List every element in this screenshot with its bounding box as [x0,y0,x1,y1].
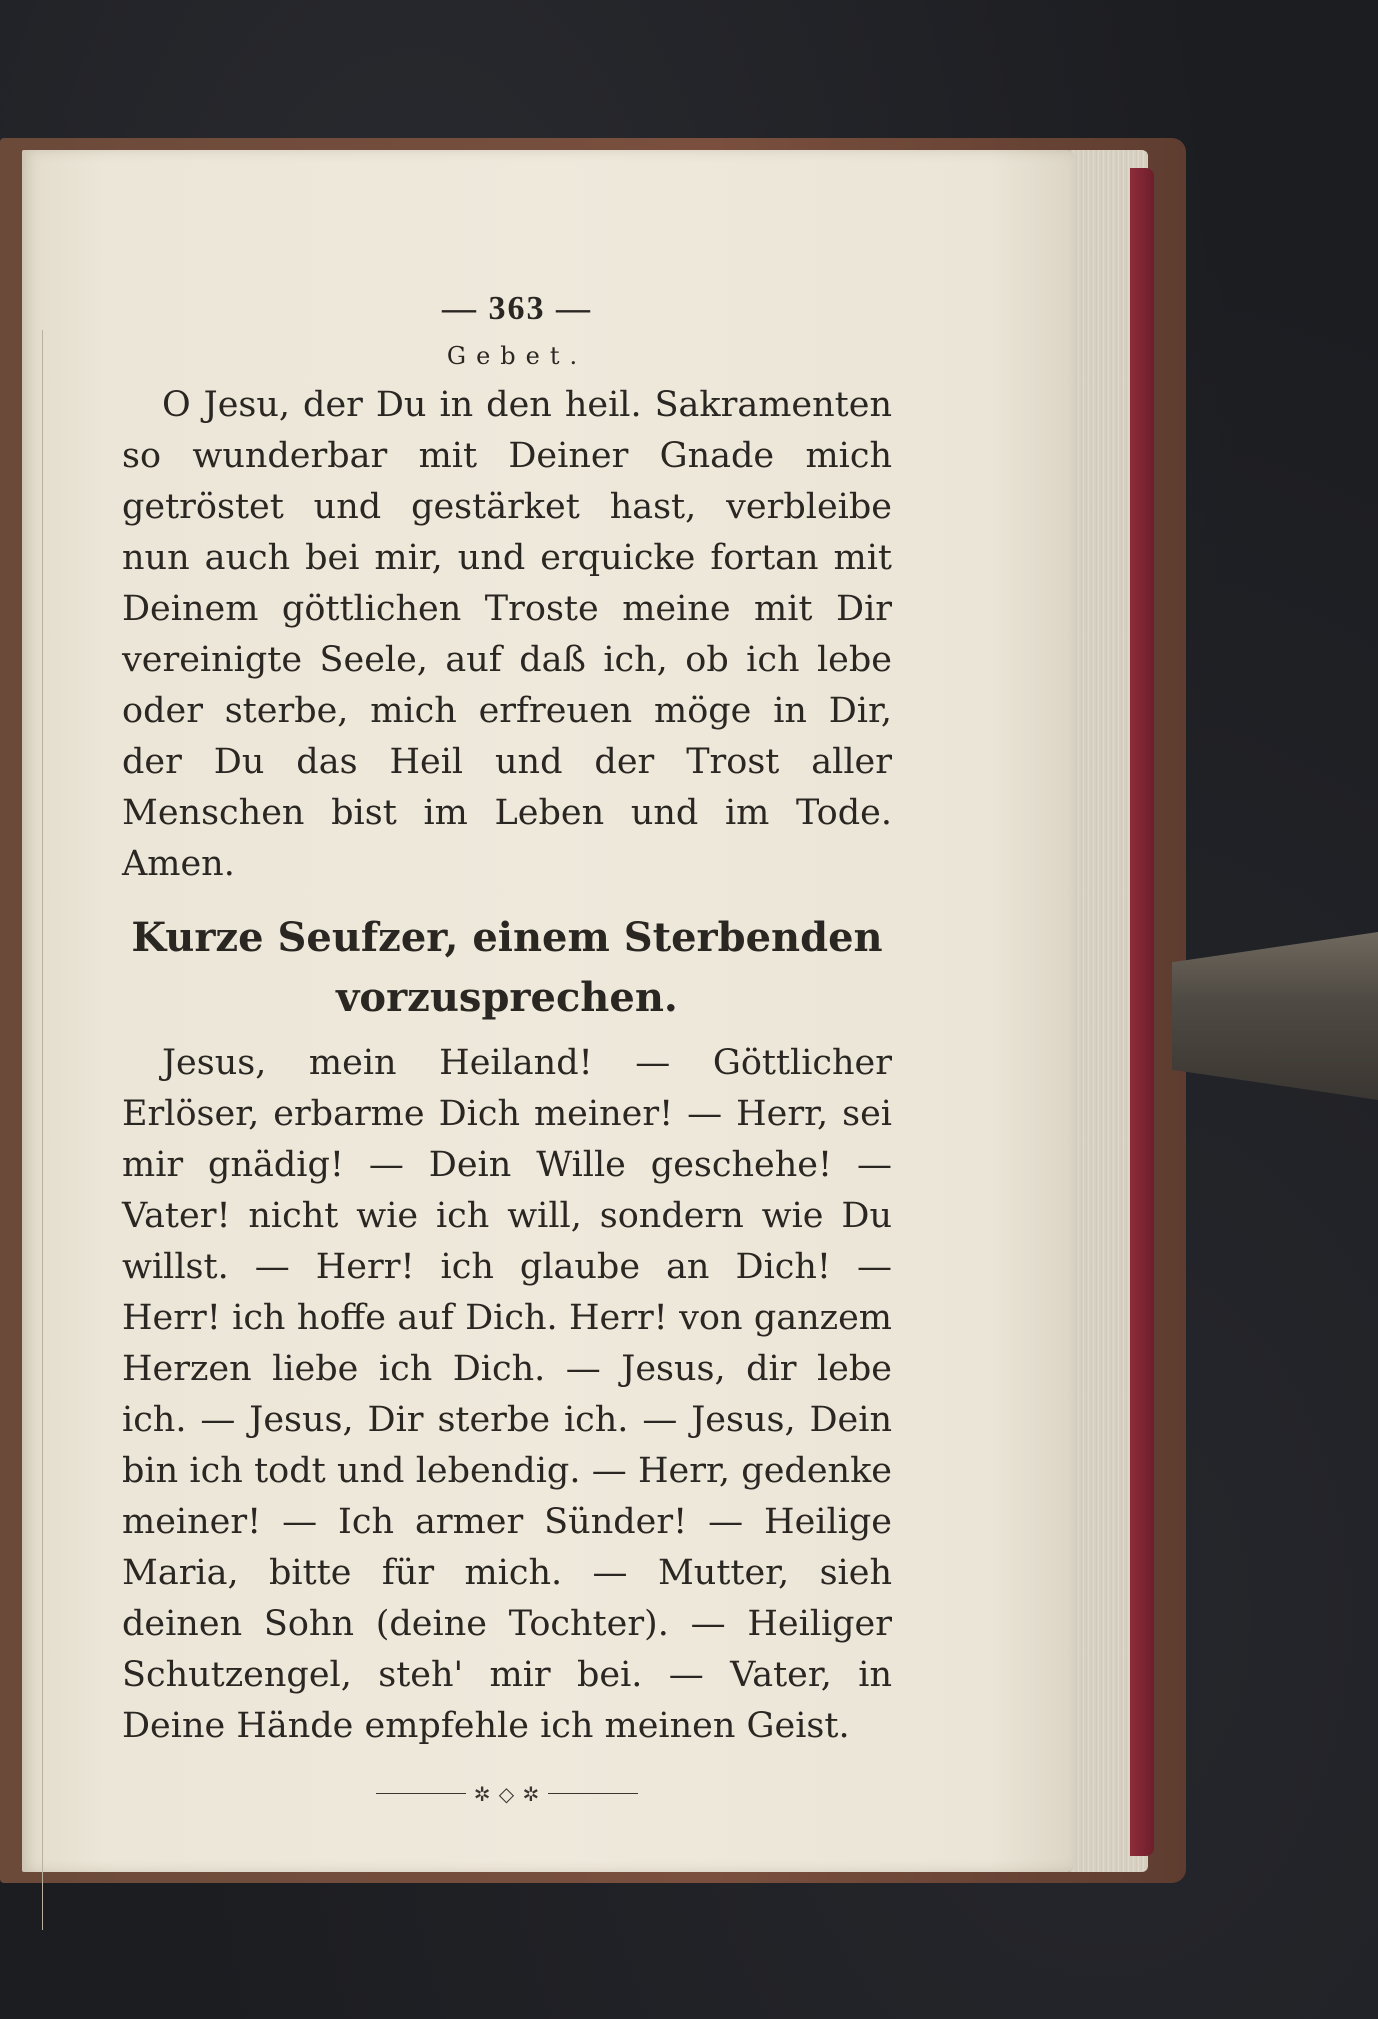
prayer-paragraph [122,380,892,890]
section-heading: Kurze Seufzer, einem Sterbenden vorzusprechen. [131,914,883,1021]
red-page-edge [1130,168,1154,1856]
page-text-block [122,290,892,1806]
sighs-text: Jesus, mein Heiland! — Göttlicher Erlöser, erbarme Dich meiner! — Herr, sei mir gnädig! — Dein Wille geschehe! — Vater! nicht wie ich will, sondern wie Du willst. — Herr! ich glaube an Dich! — Herr! ich hoffe auf Dich. Herr! von ganzem Herzen liebe ich Dich. — Jesus, dir lebe ich. — Jesus, Dir sterbe ich. — Jesus, Dein bin ich todt und lebendig. — Herr, gedenke meiner! — Ich armer Sünder! — Heilige Maria, bitte für mich. — Mutter, sieh deinen Sohn (deine Tochter). — Heiliger Schutzengel, steh' mir bei. — Vater, in Deine Hände empfehle ich meinen Geist. [122,1043,892,1746]
sighs-paragraph [122,1038,892,1752]
gutter-line [42,330,43,1930]
separator-rule-left [376,1793,466,1794]
page-number: — 363 — [442,290,592,327]
book-page [22,150,1074,1872]
section-label: Gebet. [446,342,588,370]
separator-rule-right [548,1793,638,1794]
separator-ornament: ✲ ◇ ✲ [473,1781,541,1806]
prayer-text: O Jesu, der Du in den heil. Sakramenten so wunderbar mit Deiner Gnade mich getröstet und gestärket hast, verbleibe nun auch bei mir, und erquicke fortan mit Deinem göttlichen Troste meine mit Dir vereinigte Seele, auf daß ich, ob ich lebe oder sterbe, mich erfreuen möge in Dir, der Du das Heil und der Trost aller Menschen bist im Leben und im Tode. Amen. [122,385,892,884]
end-separator [122,1780,892,1806]
